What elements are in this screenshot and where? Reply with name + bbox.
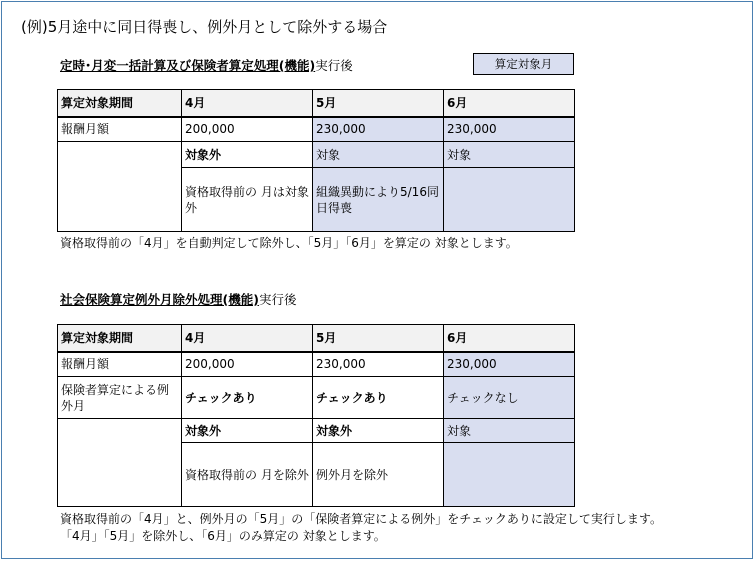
- section2-note-line1: 資格取得前の「4月」と、例外月の「5月」の「保険者算定による例外」をチェックありに設定して実行します。: [60, 512, 662, 526]
- table-row: [58, 142, 575, 168]
- section1-note: 資格取得前の「4月」を自動判定して除外し、「5月」「6月」を算定の 対象とします。: [60, 236, 518, 250]
- header-apr: 4月: [182, 90, 313, 117]
- section1-title-bold: 定時･月変一括計算及び保険者算定処理(機能): [60, 58, 316, 73]
- pay-apr: 200,000: [182, 117, 313, 142]
- table-row: [58, 352, 575, 377]
- pay-jun: 230,000: [444, 117, 575, 142]
- pay-may: 230,000: [313, 117, 444, 142]
- header-apr: 4月: [182, 325, 313, 352]
- section2-title-bold: 社会保険算定例外月除外処理(機能): [60, 292, 259, 307]
- header-period: 算定対象期間: [58, 325, 182, 352]
- header-jun: 6月: [444, 90, 575, 117]
- section2-title-suffix: 実行後: [258, 292, 297, 307]
- pay-label: 報酬月額: [58, 117, 182, 142]
- status-may: 対象外: [313, 419, 444, 443]
- pay-label: 報酬月額: [58, 352, 182, 377]
- pay-may: 230,000: [313, 352, 444, 377]
- section1-title-suffix: 実行後: [315, 58, 353, 73]
- exception-jun: チェックなし: [444, 377, 575, 419]
- header-period: 算定対象期間: [58, 90, 182, 117]
- table-row: [58, 377, 575, 419]
- status-jun: 対象: [444, 419, 575, 443]
- section1-title: [60, 56, 353, 74]
- status-apr: 対象外: [182, 142, 313, 168]
- section2-title: [60, 290, 296, 308]
- legend-target-month: 算定対象月: [473, 53, 574, 75]
- table-row: [58, 419, 575, 443]
- pay-jun: 230,000: [444, 352, 575, 377]
- reason-jun: [444, 168, 575, 232]
- exception-label: 保険者算定による例外月: [58, 377, 182, 419]
- section1-table: [57, 89, 575, 232]
- status-may: 対象: [313, 142, 444, 168]
- reason-apr: 資格取得前の 月を除外: [182, 443, 313, 507]
- status-apr: 対象外: [182, 419, 313, 443]
- empty-label-cell: [58, 419, 182, 507]
- reason-apr: 資格取得前の 月は対象外: [182, 168, 313, 232]
- header-jun: 6月: [444, 325, 575, 352]
- header-may: 5月: [313, 90, 444, 117]
- reason-may: 組織異動により5/16同日得喪: [313, 168, 444, 232]
- section2-table: [57, 324, 575, 507]
- page-title: (例)5月途中に同日得喪し、例外月として除外する場合: [21, 18, 388, 36]
- exception-may: チェックあり: [313, 377, 444, 419]
- table-header-row: [58, 90, 575, 117]
- empty-label-cell: [58, 142, 182, 232]
- table-header-row: [58, 325, 575, 352]
- reason-may: 例外月を除外: [313, 443, 444, 507]
- status-jun: 対象: [444, 142, 575, 168]
- section2-note-line2: 「4月」「5月」を除外し、「6月」のみ算定の 対象とします。: [60, 529, 386, 543]
- exception-apr: チェックあり: [182, 377, 313, 419]
- header-may: 5月: [313, 325, 444, 352]
- table-row: [58, 117, 575, 142]
- pay-apr: 200,000: [182, 352, 313, 377]
- reason-jun: [444, 443, 575, 507]
